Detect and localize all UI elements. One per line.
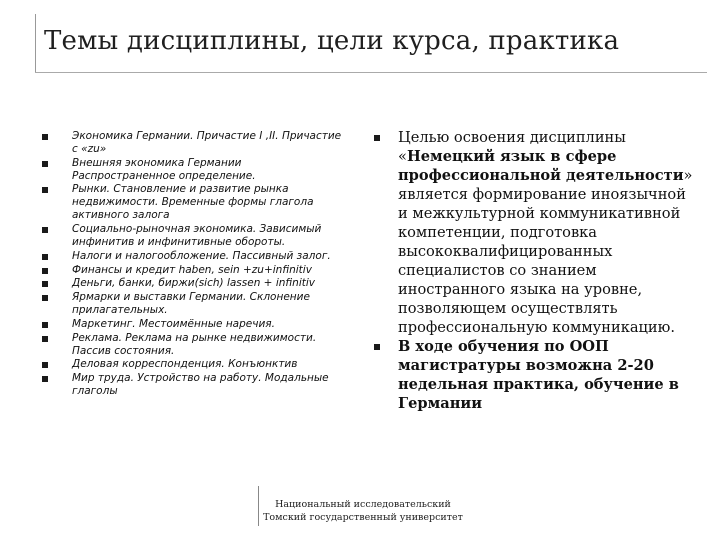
list-item: Деловая корреспонденция. Конъюнктив	[42, 358, 347, 371]
footer-university	[258, 498, 468, 524]
list-item: Финансы и кредит haben, sein +zu+infinitiv	[42, 264, 347, 277]
square-bullet-icon	[42, 322, 48, 328]
square-bullet-icon	[42, 376, 48, 382]
square-bullet-icon	[42, 134, 48, 140]
square-bullet-icon	[42, 362, 48, 368]
square-bullet-icon	[42, 281, 48, 287]
topics-list	[42, 130, 347, 399]
list-item: Социально-рыночная экономика. Зависимый инфинитив и инфинитивные обороты.	[42, 223, 347, 249]
square-bullet-icon	[42, 161, 48, 167]
list-item: Ярмарки и выставки Германии. Склонение прилагательных.	[42, 291, 347, 317]
goal-text-prefix: Целью освоения дисциплины «	[398, 129, 626, 165]
square-bullet-icon	[42, 268, 48, 274]
list-item: Внешняя экономика Германии Распространенное определение.	[42, 157, 347, 183]
list-item: Налоги и налогообложение. Пассивный залог.	[42, 250, 347, 263]
list-item: Рынки. Становление и развитие рынка недвижимости. Временные формы глагола активного залога	[42, 183, 347, 222]
list-item: Маркетинг. Местоимённые наречия.	[42, 318, 347, 331]
slide-title: Темы дисциплины, цели курса, практика	[44, 26, 620, 56]
practice-item	[374, 337, 694, 413]
list-item: Деньги, банки, биржи(sich) lassen + infinitiv	[42, 277, 347, 290]
square-bullet-icon	[42, 295, 48, 301]
list-item: Реклама. Реклама на рынке недвижимости. Пассив состояния.	[42, 332, 347, 358]
practice-text: В ходе обучения по ООП магистратуры возможна 2-20 недельная практика, обучение в Германии	[398, 338, 679, 412]
square-bullet-icon	[42, 336, 48, 342]
footer-line-2: Томский государственный университет	[263, 512, 463, 523]
square-bullet-icon	[42, 187, 48, 193]
list-item: Мир труда. Устройство на работу. Модальные глаголы	[42, 372, 347, 398]
square-bullet-icon	[374, 135, 380, 141]
course-goals-list	[374, 128, 694, 413]
square-bullet-icon	[42, 227, 48, 233]
goal-text-suffix: » является формирование иноязычной и межкультурной коммуникативной компетенции, подготовка высококвалифицированных специалистов со знанием иностранного языка на уровне, позволяющем осуществлять профессиональную коммуникацию.	[398, 167, 693, 336]
discipline-name: Немецкий язык в сфере профессиональной деятельности	[398, 148, 684, 184]
goal-item	[374, 128, 694, 337]
square-bullet-icon	[374, 344, 380, 350]
footer-line-1: Национальный исследовательский	[275, 499, 451, 510]
list-item: Экономика Германии. Причастие I ,II. Причастие с «zu»	[42, 130, 347, 156]
title-vertical-rule	[35, 14, 36, 72]
title-horizontal-rule	[35, 72, 707, 73]
square-bullet-icon	[42, 254, 48, 260]
